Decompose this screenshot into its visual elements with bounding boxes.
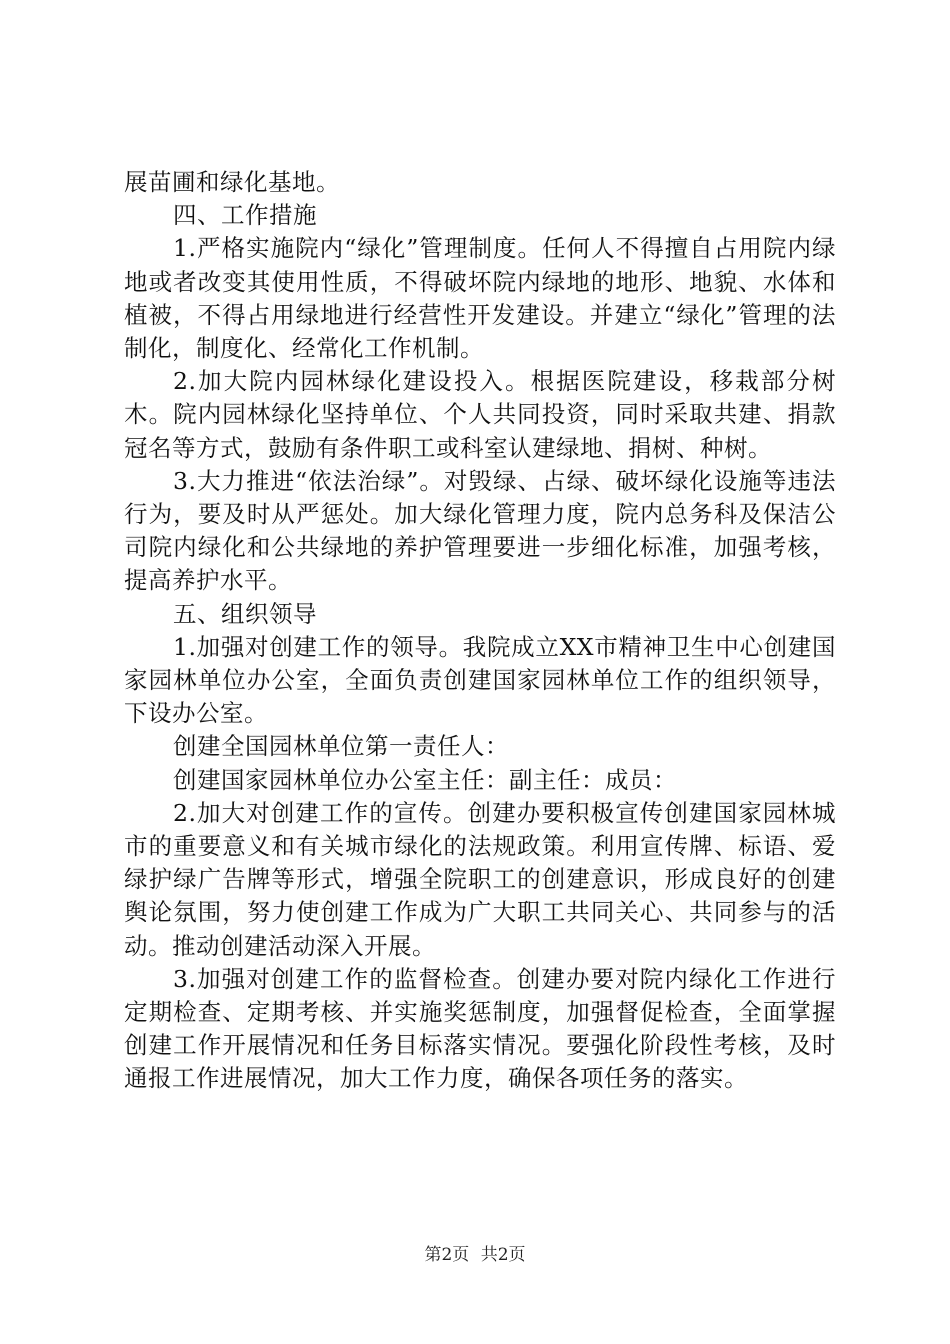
paragraph-leadership-3: 3.加强对创建工作的监督检查。创建办要对院内绿化工作进行定期检查、定期考核、并实施奖惩制度，加强督促检查，全面掌握创建工作开展情况和任务目标落实情况。要强化阶段性考核，及时通报工作进展情况，加大工作力度，确保各项任务的落实。	[124, 964, 836, 1093]
paragraph-continuation: 展苗圃和绿化基地。	[124, 168, 340, 196]
paragraph-office-members: 创建国家园林单位办公室主任：副主任：成员：	[173, 765, 677, 794]
section-heading-work-measures: 四、工作措施	[173, 201, 317, 230]
document-body	[124, 166, 836, 1096]
section-heading-leadership: 五、组织领导	[173, 599, 317, 628]
page-number: 第2页	[424, 1245, 470, 1265]
page-total: 共2页	[480, 1245, 526, 1265]
paragraph-leadership-1: 1.加强对创建工作的领导。我院成立XX市精神卫生中心创建国家园林单位办公室，全面负责创建国家园林单位工作的组织领导，下设办公室。	[124, 632, 836, 728]
paragraph-measure-1: 1.严格实施院内“绿化”管理制度。任何人不得擅自占用院内绿地或者改变其使用性质，不得破坏院内绿地的地形、地貌、水体和植被，不得占用绿地进行经营性开发建设。并建立“绿化”管理的法制化，制度化、经常化工作机制。	[124, 234, 836, 363]
paragraph-measure-2: 2.加大院内园林绿化建设投入。根据医院建设，移栽部分树木。院内园林绿化坚持单位、个人共同投资，同时采取共建、捐款冠名等方式，鼓励有条件职工或科室认建绿地、捐树、种树。	[124, 367, 836, 462]
paragraph-responsible-person: 创建全国园林单位第一责任人：	[173, 732, 509, 761]
paragraph-measure-3: 3.大力推进“依法治绿”。对毁绿、占绿、破坏绿化设施等违法行为，要及时从严惩处。加大绿化管理力度，院内总务科及保洁公司院内绿化和公共绿地的养护管理要进一步细化标准，加强考核，提高养护水平。	[124, 466, 836, 595]
paragraph-leadership-2: 2.加大对创建工作的宣传。创建办要积极宣传创建国家园林城市的重要意义和有关城市绿化的法规政策。利用宣传牌、标语、爱绿护绿广告牌等形式，增强全院职工的创建意识，形成良好的创建舆论氛围，努力使创建工作成为广大职工共同关心、共同参与的活动。推动创建活动深入开展。	[124, 798, 836, 960]
page-footer	[0, 1245, 950, 1265]
